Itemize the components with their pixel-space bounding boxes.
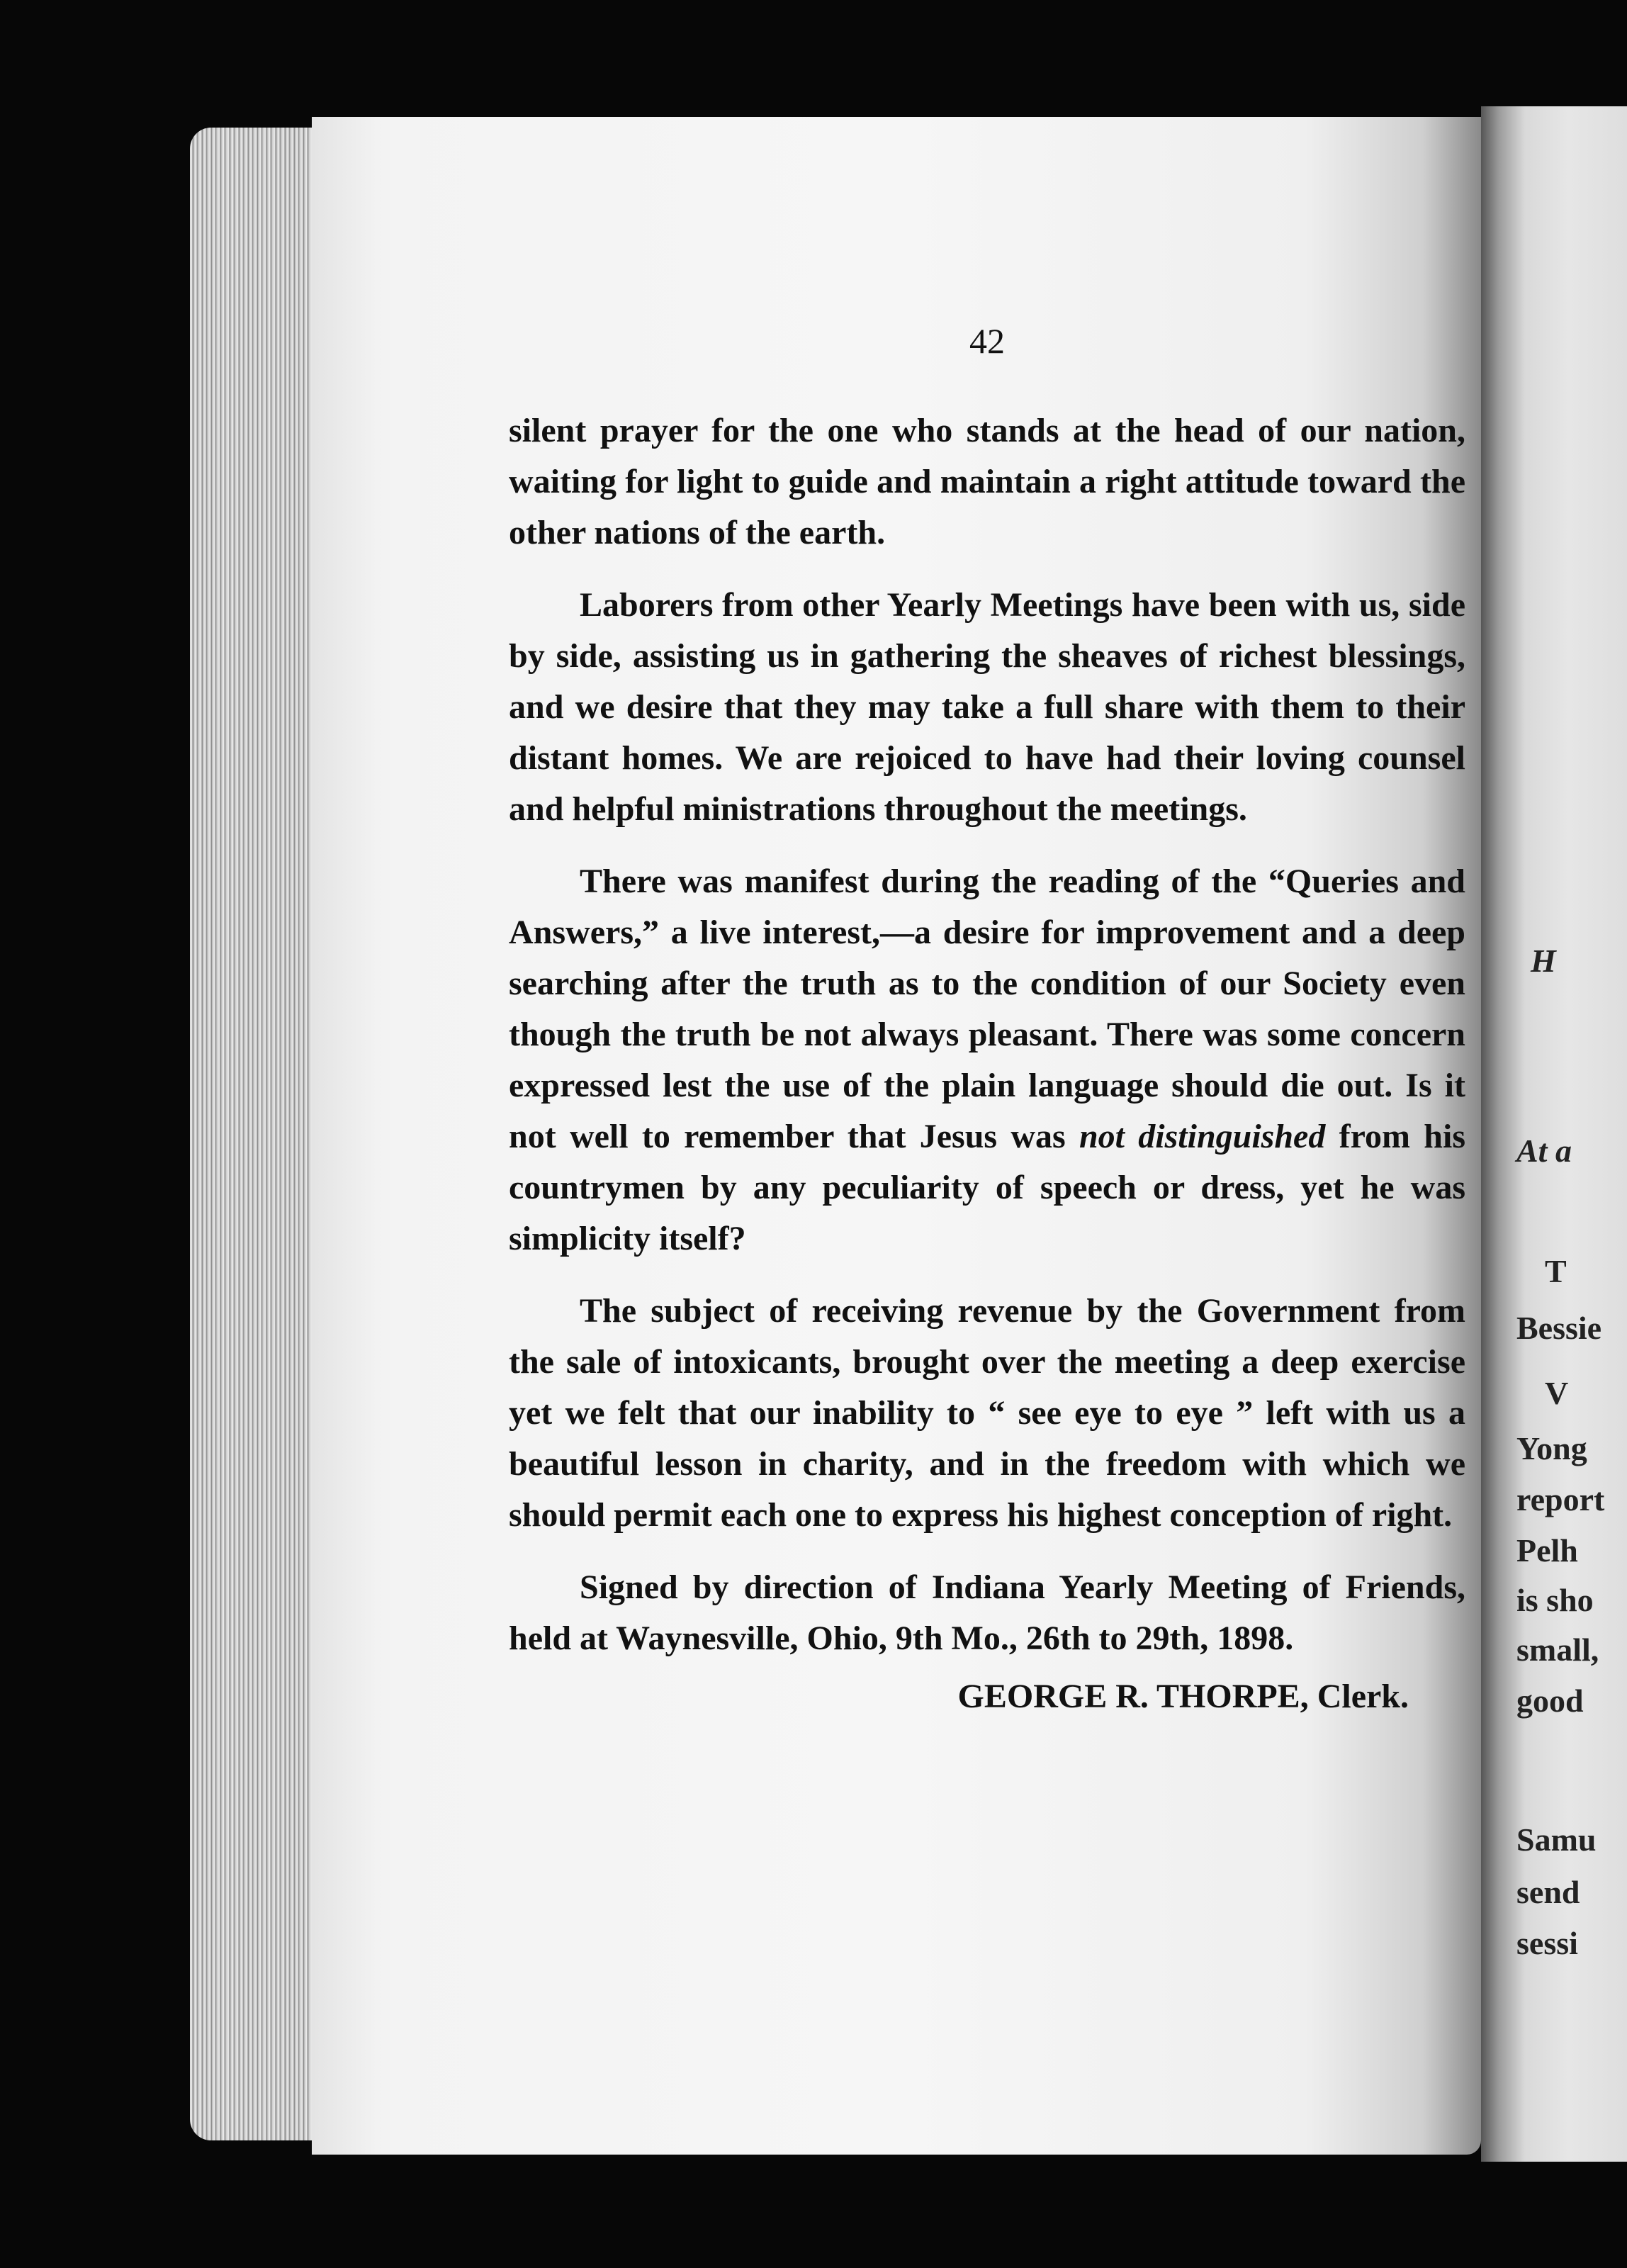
page-number: 42 — [969, 321, 1005, 361]
fragment: is sho — [1516, 1582, 1594, 1618]
paragraph-5: Signed by direction of Indiana Yearly Meeting of Friends, held at Waynesville, Ohio, 9th Mo., 26th to 29th, 1898. — [509, 1568, 1465, 1657]
fragment: H — [1531, 943, 1556, 979]
page-edges — [190, 128, 317, 2140]
fragment: Bessie — [1516, 1310, 1602, 1346]
fragment: small, — [1516, 1632, 1599, 1668]
fragment: good — [1516, 1683, 1584, 1719]
fragment: sessi — [1516, 1925, 1578, 1961]
paragraph-3-text-end: from his countrymen by any peculiarity of speech or dress, yet he was simplicity itself? — [509, 1118, 1466, 1257]
paragraph-3-emphasis: not distinguished — [1079, 1118, 1326, 1155]
signature: GEORGE R. THORPE, Clerk. — [957, 1678, 1409, 1715]
fragment: Yong — [1516, 1430, 1587, 1466]
fragment: At a — [1516, 1133, 1572, 1169]
paragraph-3-text: There was manifest during the reading of the “Queries and Answers,” a live interest,—a desire for improvement and a deep searching after the truth as to the condition of our Society even though the truth be not always pleasant. There was some concern expressed lest the use of the plain language should die out. Is it not well to remember that Jesus was — [509, 863, 1465, 1155]
fragment: T — [1545, 1253, 1567, 1289]
fragment: report — [1516, 1481, 1605, 1517]
fragment: send — [1516, 1874, 1580, 1910]
fragment: V — [1545, 1375, 1569, 1411]
paragraph-2: Laborers from other Yearly Meetings have been with us, side by side, assisting us in gathering the sheaves of richest blessings, and we desire that they may take a full share with them to their distant homes. We are rejoiced to have had their loving counsel and helpful ministrations throughout the meetings. — [509, 586, 1465, 828]
paragraph-1: silent prayer for the one who stands at the head of our nation, waiting for light to guide and maintain a right attitude toward the other nations of the earth. — [509, 412, 1465, 551]
fragment: Pelh — [1516, 1532, 1578, 1568]
page-body — [509, 405, 1465, 1744]
paragraph-3 — [509, 856, 1465, 1264]
fragment: Samu — [1516, 1821, 1597, 1858]
paragraph-4: The subject of receiving revenue by the Government from the sale of intoxicants, brought over the meeting a deep exercise yet we felt that our inability to “ see eye to eye ” left with us a beautiful lesson in charity, and in the freedom with which we should permit each one to express his highest conception of right. — [509, 1292, 1465, 1534]
